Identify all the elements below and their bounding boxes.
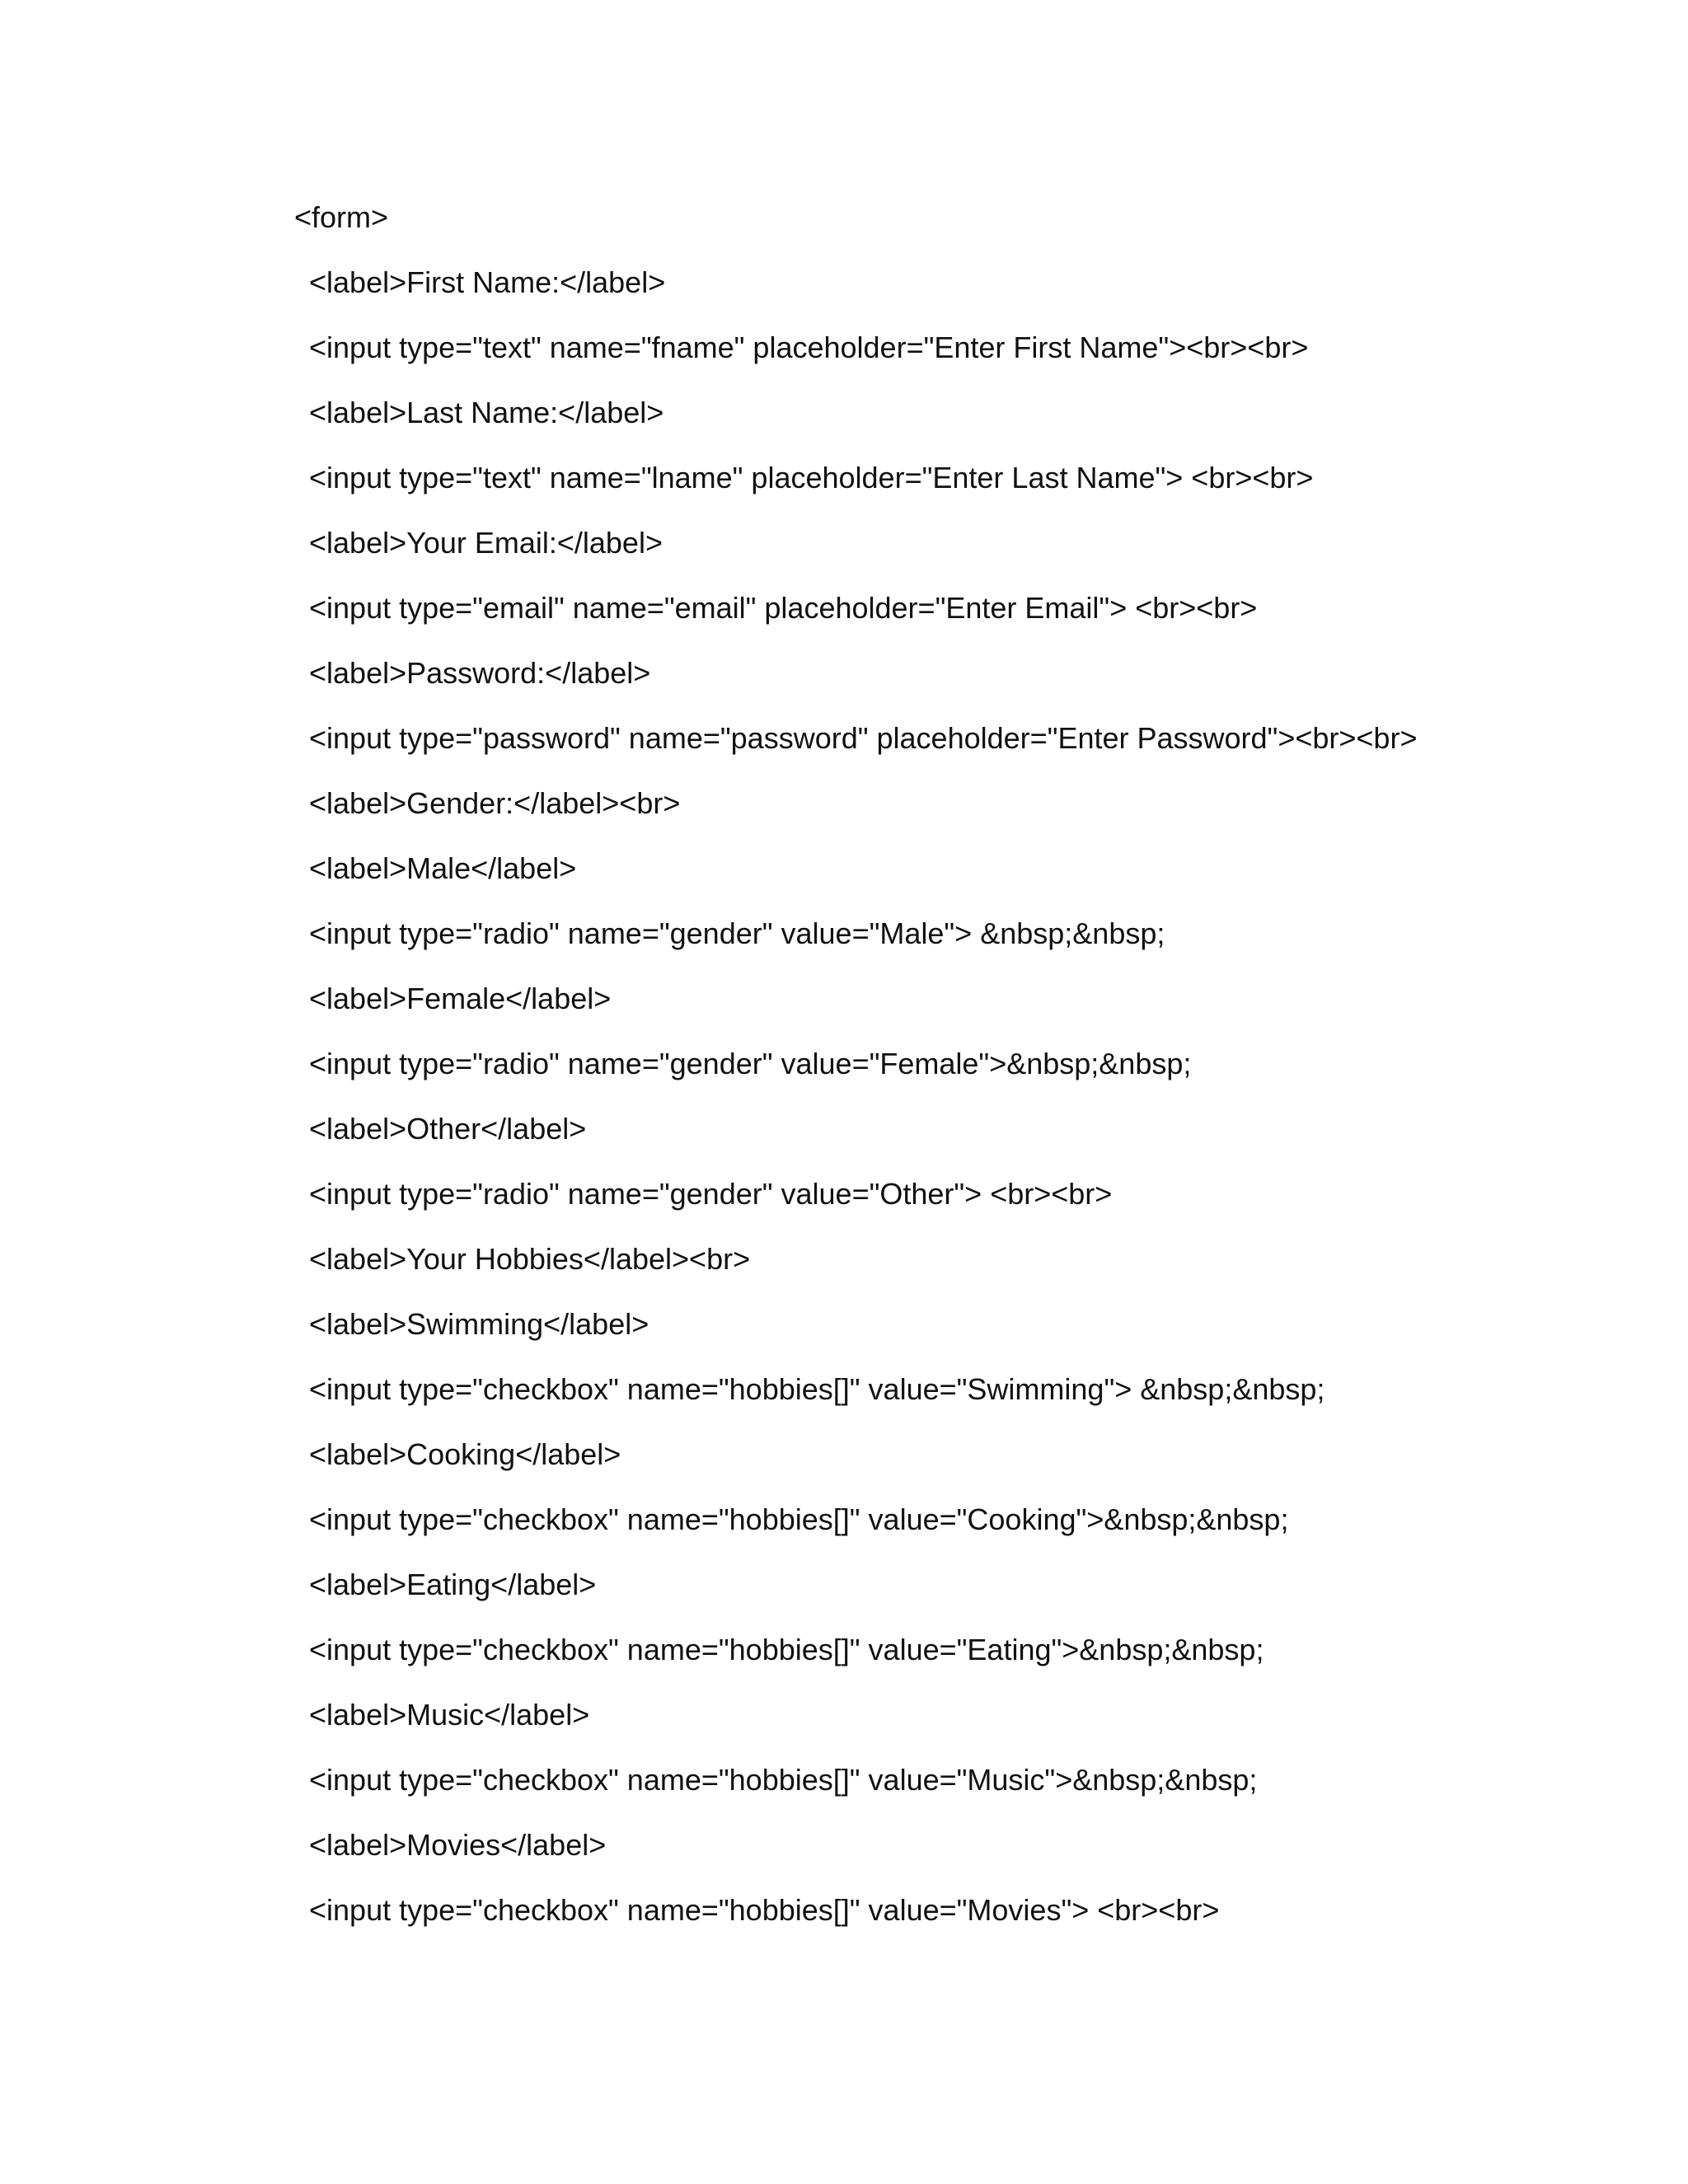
code-line: <input type="radio" name="gender" value="Male"> &nbsp;&nbsp; — [309, 916, 1165, 950]
code-line: <label>Music</label> — [309, 1698, 590, 1732]
code-line: <label>First Name:</label> — [309, 265, 666, 299]
code-line: <label>Last Name:</label> — [309, 396, 664, 429]
code-line: <label>Female</label> — [309, 982, 612, 1015]
code-line: <input type="radio" name="gender" value="Other"> <br><br> — [309, 1177, 1113, 1211]
code-line: <label>Password:</label> — [309, 656, 651, 690]
code-line: <input type="checkbox" name="hobbies[]" value="Cooking">&nbsp;&nbsp; — [309, 1502, 1289, 1536]
code-line: <label>Your Email:</label> — [309, 526, 663, 560]
code-line: <label>Male</label> — [309, 851, 577, 885]
code-line: <label>Eating</label> — [309, 1568, 597, 1601]
code-line: <label>Movies</label> — [309, 1828, 607, 1862]
code-line: <input type="radio" name="gender" value="Female">&nbsp;&nbsp; — [309, 1047, 1192, 1080]
code-listing — [294, 194, 1417, 1952]
code-line: <label>Gender:</label><br> — [309, 786, 681, 820]
code-line: <label>Cooking</label> — [309, 1437, 621, 1471]
code-line: <label>Your Hobbies</label><br> — [309, 1242, 751, 1276]
code-line: <input type="text" name="fname" placeholder="Enter First Name"><br><br> — [309, 330, 1309, 364]
code-line: <input type="checkbox" name="hobbies[]" value="Music">&nbsp;&nbsp; — [309, 1763, 1258, 1797]
code-line: <label>Swimming</label> — [309, 1307, 649, 1341]
code-line: <input type="checkbox" name="hobbies[]" value="Eating">&nbsp;&nbsp; — [309, 1633, 1264, 1666]
code-line: <input type="text" name="lname" placeholder="Enter Last Name"> <br><br> — [309, 461, 1314, 494]
code-line: <input type="checkbox" name="hobbies[]" value="Swimming"> &nbsp;&nbsp; — [309, 1372, 1325, 1406]
code-line: <label>Other</label> — [309, 1112, 587, 1146]
code-line: <input type="checkbox" name="hobbies[]" value="Movies"> <br><br> — [309, 1893, 1220, 1927]
code-line: <form> — [294, 200, 389, 234]
code-line: <input type="password" name="password" placeholder="Enter Password"><br><br> — [309, 721, 1418, 755]
code-line: <input type="email" name="email" placeholder="Enter Email"> <br><br> — [309, 591, 1258, 625]
